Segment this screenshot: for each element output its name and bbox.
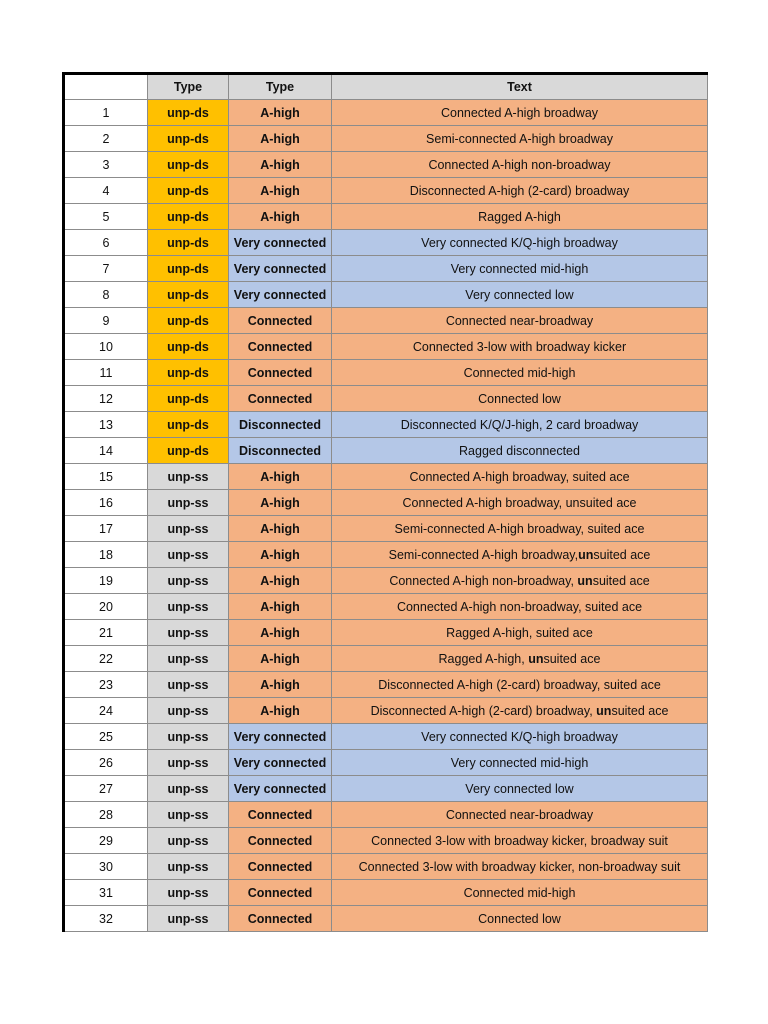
- row-number-cell[interactable]: 19: [64, 568, 148, 594]
- text-cell[interactable]: [332, 126, 708, 152]
- text-cell[interactable]: [332, 360, 708, 386]
- row-number-cell[interactable]: 2: [64, 126, 148, 152]
- row-number-cell[interactable]: 25: [64, 724, 148, 750]
- text-segment: Connected mid-high: [463, 885, 576, 900]
- table-row: [64, 802, 708, 828]
- table-row: [64, 152, 708, 178]
- row-number-cell[interactable]: 24: [64, 698, 148, 724]
- table-row: [64, 178, 708, 204]
- category-cell[interactable]: unp-ss: [148, 698, 229, 724]
- text-cell[interactable]: [332, 282, 708, 308]
- type-cell[interactable]: Very connected: [229, 230, 332, 256]
- table-row: [64, 334, 708, 360]
- text-segment: Very connected low: [465, 781, 574, 796]
- row-number-cell[interactable]: 18: [64, 542, 148, 568]
- text-segment: Disconnected A-high (2-card) broadway,: [370, 703, 597, 718]
- type-cell[interactable]: Very connected: [229, 750, 332, 776]
- row-number-cell[interactable]: 31: [64, 880, 148, 906]
- text-cell[interactable]: [332, 698, 708, 724]
- text-segment: Disconnected K/Q/J-high, 2 card broadway: [400, 417, 639, 432]
- type-cell[interactable]: Connected: [229, 360, 332, 386]
- category-cell[interactable]: unp-ds: [148, 204, 229, 230]
- table-row: [64, 308, 708, 334]
- table-row: [64, 880, 708, 906]
- text-segment: Ragged A-high, suited ace: [446, 625, 593, 640]
- type-cell[interactable]: A-high: [229, 646, 332, 672]
- text-cell[interactable]: [332, 776, 708, 802]
- text-segment: Ragged disconnected: [459, 443, 580, 458]
- category-cell[interactable]: unp-ss: [148, 776, 229, 802]
- type-cell[interactable]: Connected: [229, 334, 332, 360]
- text-segment: Connected A-high non-broadway, suited ace: [396, 599, 643, 614]
- table-row: [64, 282, 708, 308]
- type-cell[interactable]: A-high: [229, 126, 332, 152]
- type-cell[interactable]: Disconnected: [229, 412, 332, 438]
- category-cell[interactable]: unp-ss: [148, 542, 229, 568]
- row-number-cell[interactable]: 27: [64, 776, 148, 802]
- category-cell[interactable]: unp-ds: [148, 334, 229, 360]
- category-cell[interactable]: unp-ss: [148, 724, 229, 750]
- type-cell[interactable]: A-high: [229, 464, 332, 490]
- category-cell[interactable]: unp-ss: [148, 490, 229, 516]
- row-number-cell[interactable]: 15: [64, 464, 148, 490]
- type-cell[interactable]: A-high: [229, 204, 332, 230]
- category-cell[interactable]: unp-ss: [148, 828, 229, 854]
- table-row: [64, 542, 708, 568]
- type-cell[interactable]: A-high: [229, 516, 332, 542]
- type-cell[interactable]: Connected: [229, 854, 332, 880]
- text-cell[interactable]: [332, 334, 708, 360]
- category-cell[interactable]: unp-ds: [148, 178, 229, 204]
- type-cell[interactable]: A-high: [229, 672, 332, 698]
- category-cell[interactable]: unp-ss: [148, 854, 229, 880]
- table-row: [64, 620, 708, 646]
- table-row: [64, 776, 708, 802]
- text-segment: Ragged A-high,: [438, 651, 529, 666]
- table-row: [64, 646, 708, 672]
- table-row: [64, 750, 708, 776]
- row-number-cell[interactable]: 23: [64, 672, 148, 698]
- text-cell[interactable]: [332, 100, 708, 126]
- text-cell[interactable]: [332, 620, 708, 646]
- text-cell[interactable]: [332, 230, 708, 256]
- row-number-cell[interactable]: 12: [64, 386, 148, 412]
- table-row: [64, 724, 708, 750]
- text-segment: Connected A-high broadway, unsuited ace: [402, 495, 637, 510]
- header-cell-type-category[interactable]: Type: [148, 74, 229, 100]
- text-segment: Connected near-broadway: [445, 807, 594, 822]
- row-number-cell[interactable]: 32: [64, 906, 148, 932]
- type-cell[interactable]: Connected: [229, 880, 332, 906]
- table-row: [64, 594, 708, 620]
- category-cell[interactable]: unp-ss: [148, 464, 229, 490]
- text-cell[interactable]: [332, 516, 708, 542]
- header-cell-text[interactable]: Text: [332, 74, 708, 100]
- type-cell[interactable]: A-high: [229, 178, 332, 204]
- type-cell[interactable]: A-high: [229, 620, 332, 646]
- type-cell[interactable]: Very connected: [229, 256, 332, 282]
- text-segment: Very connected low: [465, 287, 574, 302]
- text-segment-bold: un: [596, 703, 612, 718]
- text-cell[interactable]: [332, 464, 708, 490]
- text-segment: Connected A-high broadway: [440, 105, 599, 120]
- text-segment: Connected 3-low with broadway kicker, broadway suit: [371, 833, 668, 848]
- category-cell[interactable]: unp-ss: [148, 594, 229, 620]
- row-number-cell[interactable]: 16: [64, 490, 148, 516]
- type-cell[interactable]: Connected: [229, 906, 332, 932]
- category-cell[interactable]: unp-ss: [148, 568, 229, 594]
- text-segment: Connected A-high non-broadway: [428, 157, 611, 172]
- type-cell[interactable]: A-high: [229, 542, 332, 568]
- text-cell[interactable]: [332, 204, 708, 230]
- type-cell[interactable]: A-high: [229, 568, 332, 594]
- text-cell[interactable]: [332, 412, 708, 438]
- type-cell[interactable]: Connected: [229, 386, 332, 412]
- category-cell[interactable]: unp-ss: [148, 906, 229, 932]
- row-number-cell[interactable]: 17: [64, 516, 148, 542]
- table-row: [64, 204, 708, 230]
- table-row: [64, 516, 708, 542]
- text-segment-bold: un: [577, 573, 593, 588]
- type-cell[interactable]: A-high: [229, 594, 332, 620]
- text-segment: Connected 3-low with broadway kicker, non-broadway suit: [358, 859, 681, 874]
- type-cell[interactable]: A-high: [229, 152, 332, 178]
- row-number-cell[interactable]: 22: [64, 646, 148, 672]
- category-cell[interactable]: unp-ds: [148, 282, 229, 308]
- row-number-cell[interactable]: 14: [64, 438, 148, 464]
- category-cell[interactable]: unp-ds: [148, 386, 229, 412]
- text-cell[interactable]: [332, 438, 708, 464]
- text-cell[interactable]: [332, 828, 708, 854]
- category-cell[interactable]: unp-ss: [148, 516, 229, 542]
- text-segment: Semi-connected A-high broadway,: [388, 547, 579, 562]
- text-segment: Connected low: [478, 391, 561, 406]
- text-cell[interactable]: [332, 178, 708, 204]
- type-cell[interactable]: Very connected: [229, 282, 332, 308]
- text-cell[interactable]: [332, 750, 708, 776]
- header-row: [64, 74, 708, 100]
- text-segment: Connected 3-low with broadway kicker: [412, 339, 627, 354]
- category-cell[interactable]: unp-ss: [148, 620, 229, 646]
- text-cell[interactable]: [332, 308, 708, 334]
- text-segment: Semi-connected A-high broadway, suited ace: [394, 521, 645, 536]
- text-segment: Connected A-high non-broadway,: [389, 573, 578, 588]
- table-row: [64, 386, 708, 412]
- category-cell[interactable]: unp-ss: [148, 802, 229, 828]
- table-row: [64, 438, 708, 464]
- spreadsheet-table: [62, 72, 708, 932]
- table-row: [64, 360, 708, 386]
- category-cell[interactable]: unp-ss: [148, 646, 229, 672]
- text-segment: Semi-connected A-high broadway: [426, 131, 613, 146]
- category-cell[interactable]: unp-ss: [148, 672, 229, 698]
- table-row: [64, 698, 708, 724]
- text-segment-bold: un: [578, 547, 594, 562]
- table-row: [64, 256, 708, 282]
- header-cell-type[interactable]: Type: [229, 74, 332, 100]
- table-row: [64, 490, 708, 516]
- table-row: [64, 100, 708, 126]
- category-cell[interactable]: unp-ss: [148, 750, 229, 776]
- text-segment: Connected A-high broadway, suited ace: [409, 469, 630, 484]
- category-cell[interactable]: unp-ds: [148, 126, 229, 152]
- row-number-cell[interactable]: 5: [64, 204, 148, 230]
- text-segment: Very connected K/Q-high broadway: [421, 235, 618, 250]
- row-number-cell[interactable]: 13: [64, 412, 148, 438]
- header-cell-index[interactable]: [64, 74, 148, 100]
- text-cell[interactable]: [332, 490, 708, 516]
- row-number-cell[interactable]: 26: [64, 750, 148, 776]
- row-number-cell[interactable]: 3: [64, 152, 148, 178]
- text-segment: suited ace: [592, 573, 650, 588]
- type-cell[interactable]: A-high: [229, 100, 332, 126]
- text-segment: Connected near-broadway: [445, 313, 594, 328]
- row-number-cell[interactable]: 9: [64, 308, 148, 334]
- text-cell[interactable]: [332, 568, 708, 594]
- table-row: [64, 672, 708, 698]
- category-cell[interactable]: unp-ds: [148, 100, 229, 126]
- category-cell[interactable]: unp-ds: [148, 152, 229, 178]
- text-segment: Disconnected A-high (2-card) broadway, suited ace: [378, 677, 661, 692]
- text-segment: Connected mid-high: [463, 365, 576, 380]
- row-number-cell[interactable]: 8: [64, 282, 148, 308]
- type-cell[interactable]: A-high: [229, 698, 332, 724]
- row-number-cell[interactable]: 4: [64, 178, 148, 204]
- table-row: [64, 126, 708, 152]
- type-cell[interactable]: Connected: [229, 308, 332, 334]
- category-cell[interactable]: unp-ds: [148, 360, 229, 386]
- table-row: [64, 854, 708, 880]
- text-segment: Very connected mid-high: [450, 261, 589, 276]
- row-number-cell[interactable]: 20: [64, 594, 148, 620]
- text-cell[interactable]: [332, 672, 708, 698]
- text-segment: suited ace: [593, 547, 651, 562]
- row-number-cell[interactable]: 28: [64, 802, 148, 828]
- row-number-cell[interactable]: 30: [64, 854, 148, 880]
- text-segment: suited ace: [611, 703, 669, 718]
- type-cell[interactable]: Very connected: [229, 776, 332, 802]
- category-cell[interactable]: unp-ds: [148, 230, 229, 256]
- type-cell[interactable]: Very connected: [229, 724, 332, 750]
- type-cell[interactable]: A-high: [229, 490, 332, 516]
- text-cell[interactable]: [332, 880, 708, 906]
- category-cell[interactable]: unp-ds: [148, 308, 229, 334]
- text-cell[interactable]: [332, 542, 708, 568]
- category-cell[interactable]: unp-ds: [148, 256, 229, 282]
- text-segment: Connected low: [478, 911, 561, 926]
- row-number-cell[interactable]: 6: [64, 230, 148, 256]
- row-number-cell[interactable]: 11: [64, 360, 148, 386]
- category-cell[interactable]: unp-ss: [148, 880, 229, 906]
- text-segment: Very connected K/Q-high broadway: [421, 729, 618, 744]
- text-cell[interactable]: [332, 256, 708, 282]
- text-segment-bold: un: [528, 651, 544, 666]
- text-cell[interactable]: [332, 802, 708, 828]
- row-number-cell[interactable]: 10: [64, 334, 148, 360]
- category-cell[interactable]: unp-ds: [148, 438, 229, 464]
- type-cell[interactable]: Connected: [229, 802, 332, 828]
- row-number-cell[interactable]: 7: [64, 256, 148, 282]
- text-cell[interactable]: [332, 906, 708, 932]
- table-row: [64, 230, 708, 256]
- category-cell[interactable]: unp-ds: [148, 412, 229, 438]
- row-number-cell[interactable]: 21: [64, 620, 148, 646]
- text-cell[interactable]: [332, 854, 708, 880]
- row-number-cell[interactable]: 29: [64, 828, 148, 854]
- table-row: [64, 412, 708, 438]
- table-row: [64, 464, 708, 490]
- table-row: [64, 568, 708, 594]
- row-number-cell[interactable]: 1: [64, 100, 148, 126]
- text-cell[interactable]: [332, 594, 708, 620]
- table-row: [64, 906, 708, 932]
- text-segment: Disconnected A-high (2-card) broadway: [409, 183, 630, 198]
- table-row: [64, 828, 708, 854]
- text-segment: Very connected mid-high: [450, 755, 589, 770]
- type-cell[interactable]: Disconnected: [229, 438, 332, 464]
- text-segment: Ragged A-high: [478, 209, 561, 224]
- text-cell[interactable]: [332, 152, 708, 178]
- type-cell[interactable]: Connected: [229, 828, 332, 854]
- table-body: [64, 100, 708, 932]
- text-cell[interactable]: [332, 724, 708, 750]
- text-segment: suited ace: [543, 651, 601, 666]
- text-cell[interactable]: [332, 386, 708, 412]
- text-cell[interactable]: [332, 646, 708, 672]
